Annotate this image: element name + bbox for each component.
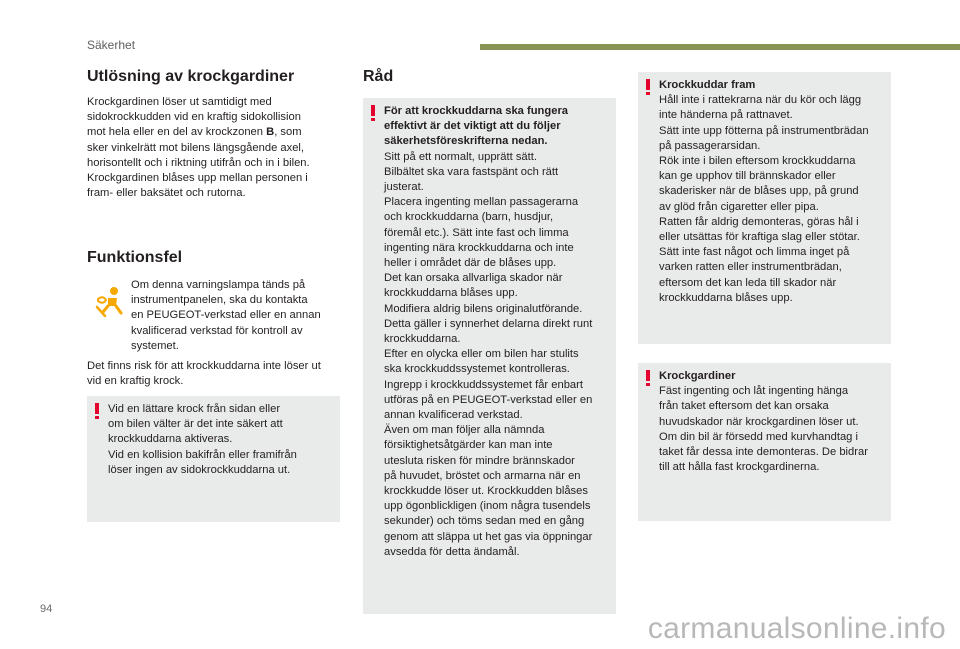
note-line: annan kvalificerad verkstad. [384, 409, 523, 422]
note-line: Sätt inte upp fötterna på instrumentbrädan [659, 124, 869, 137]
note-front-airbags [638, 72, 891, 344]
note-line: föremål etc.). Sätt inte fast och limma [384, 226, 569, 239]
warning-exclamation-icon [94, 403, 100, 419]
airbag-warning-icon [95, 285, 125, 317]
note-line: inte händerna på rattnavet. [659, 109, 793, 122]
note-line: eller utsättas för kraftiga slag eller stötar. [659, 231, 860, 244]
note-line: Ratten får aldrig demonteras, göras hål i [659, 215, 859, 228]
note-line: Även om man följer alla nämnda [384, 424, 545, 437]
risk-line: Det finns risk för att krockkuddarna inte löser ut [87, 360, 321, 372]
note-advice-text [384, 104, 612, 560]
note-line: heller i området där de blåses upp. [384, 257, 557, 270]
note-line: Fäst ingenting och låt ingenting hänga [659, 385, 849, 398]
note-line: krockkuddarna. [384, 333, 461, 346]
risk-line: vid en kraftig krock. [87, 375, 184, 388]
note-line: på huvudet, bröstet och armarna när en [384, 469, 581, 482]
watermark: carmanualsonline.info [647, 612, 946, 645]
note-bold-line: säkerhetsföreskrifterna nedan. [384, 135, 548, 148]
note-bold-line: För att krockkuddarna ska fungera [384, 105, 569, 117]
note-line: justerat. [384, 181, 424, 194]
note-title: Krockkuddar fram [659, 79, 756, 91]
intro-line: fram- eller baksätet och rutorna. [87, 187, 246, 200]
title-deployment: Utlösning av krockgardiner [87, 68, 295, 85]
risk-text [87, 359, 349, 389]
intro-line: mot hela eller en del av krockzonen B, som [87, 126, 302, 139]
note-line: skaderisker när de blåses upp, på grund [659, 185, 859, 198]
note-line: genom att släppa ut het gas via öppningar [384, 530, 593, 543]
note-line: på passagerarsidan. [659, 139, 761, 152]
note-line: krockkuddarna blåses upp. [659, 291, 793, 304]
note-side-impact [87, 396, 340, 522]
note-line: kan ge upphov till brännskador eller [659, 170, 836, 183]
intro-text [87, 95, 349, 201]
warning-exclamation-icon [645, 370, 651, 386]
note-line: Vid en lättare krock från sidan eller [108, 403, 281, 415]
note-curtain-airbags-text [659, 369, 889, 475]
note-line: utföras på en PEUGEOT-verkstad eller en [384, 393, 593, 406]
note-line: Rök inte i bilen eftersom krockkuddarna [659, 155, 856, 168]
fault-line: en PEUGEOT-verkstad eller en annan [131, 309, 321, 322]
note-advice [363, 98, 616, 614]
note-line: ska krockkuddssystemet kontrolleras. [384, 363, 570, 376]
note-line: krockkuddarna aktiveras. [108, 433, 233, 446]
note-line: taket får dessa inte demonteras. De bidrar [659, 446, 868, 459]
title-fault: Funktionsfel [87, 249, 183, 266]
section-label: Säkerhet [87, 38, 136, 52]
note-line: Ingrepp i krockkuddssystemet får enbart [384, 378, 583, 391]
note-bold-line: effektivt är det viktigt att du följer [384, 120, 561, 133]
note-line: Sitt på ett normalt, upprätt sätt. [384, 150, 537, 163]
note-line: varken ratten eller instrumentbrädan, [659, 261, 842, 274]
note-line: till att hålla fast krockgardinerna. [659, 461, 820, 474]
warning-exclamation-icon [645, 79, 651, 95]
note-line: Detta gäller i synnerhet delarna direkt runt [384, 317, 593, 330]
note-line: krockkuddarna blåses upp. [384, 287, 518, 300]
note-line: Efter en olycka eller om bilen har stulits [384, 348, 579, 361]
note-line: Modifiera aldrig bilens originalutförande. [384, 302, 583, 315]
note-line: om bilen välter är det inte säkert att [108, 418, 283, 431]
note-curtain-airbags [638, 363, 891, 521]
note-line: utesluta risken för mindre brännskador [384, 454, 575, 467]
intro-line: Krockgardinen löser ut samtidigt med [87, 96, 272, 108]
note-line: Placera ingenting mellan passagerarna [384, 196, 579, 209]
note-line: upp ögonblickligen (inom några tusendels [384, 500, 591, 513]
note-line: från taket eftersom det kan orsaka [659, 400, 829, 413]
intro-line: Krockgardinen blåses upp mellan personen i [87, 172, 308, 185]
note-line: av glöd från cigaretter eller pipa. [659, 200, 819, 213]
note-line: Bilbältet ska vara fastspänt och rätt [384, 165, 559, 178]
note-line: avsedda för detta ändamål. [384, 545, 520, 558]
note-line: Sätt inte fast något och limma inget på [659, 246, 850, 259]
fault-text [131, 278, 346, 354]
intro-line: sidokrockkudden vid en kraftig sidokollision [87, 111, 301, 124]
note-line: försiktighetsåtgärder kan man inte [384, 439, 553, 452]
note-line: löser ingen av sidokrockkuddarna ut. [108, 463, 291, 476]
note-front-airbags-text [659, 78, 889, 306]
fault-line: systemet. [131, 339, 179, 352]
header-accent-bar [480, 44, 960, 50]
fault-line: instrumentpanelen, ska du kontakta [131, 294, 308, 307]
note-side-impact-text [108, 402, 333, 478]
note-line: Om din bil är försedd med kurvhandtag i [659, 430, 858, 443]
note-line: Det kan orsaka allvarliga skador när [384, 272, 563, 285]
note-line: Håll inte i rattekrarna när du kör och lägg [659, 94, 862, 107]
note-title: Krockgardiner [659, 370, 736, 382]
intro-line: horisontellt och i riktning utifrån och in i bilen. [87, 156, 310, 169]
note-line: och krockkuddarna (barn, husdjur, [384, 211, 554, 224]
fault-line: kvalificerad verkstad för kontroll av [131, 324, 303, 337]
intro-line: sker vinkelrätt mot bilens längsgående axel, [87, 141, 305, 154]
title-advice: Råd [363, 68, 394, 85]
page-number: 94 [40, 603, 53, 615]
note-line: Vid en kollision bakifrån eller framifrån [108, 448, 297, 461]
note-line: krockkudde löser ut. Krockkudden blåses [384, 485, 588, 498]
note-line: sekunder) och töms sedan med en gång [384, 515, 585, 528]
note-line: huvudskador när krockgardinen löser ut. [659, 415, 859, 428]
note-line: eftersom det kan leda till skador när [659, 276, 837, 289]
note-line: ingenting nära krockkuddarna och inte [384, 241, 574, 254]
fault-line: Om denna varningslampa tänds på [131, 279, 306, 291]
warning-exclamation-icon [370, 105, 376, 121]
